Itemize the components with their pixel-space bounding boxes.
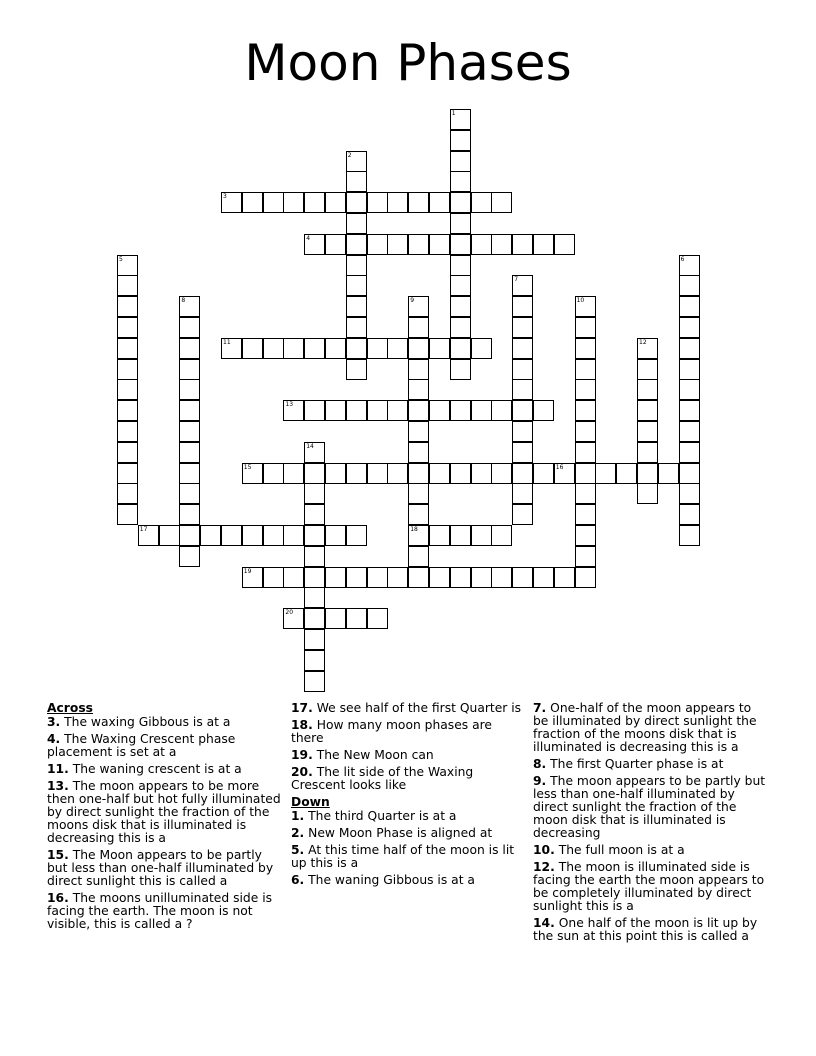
- grid-cell[interactable]: [512, 275, 533, 296]
- grid-cell[interactable]: [554, 463, 575, 484]
- grid-cell[interactable]: [263, 525, 284, 546]
- grid-cell[interactable]: [450, 567, 471, 588]
- grid-cell[interactable]: [575, 567, 596, 588]
- clue-down-6: 6. The waning Gibbous is at a: [291, 873, 475, 887]
- grid-cell[interactable]: [491, 525, 512, 546]
- grid-cell[interactable]: [679, 504, 700, 525]
- grid-cell[interactable]: [679, 483, 700, 504]
- grid-cell[interactable]: [346, 192, 367, 213]
- grid-cell[interactable]: [595, 463, 616, 484]
- grid-cell[interactable]: [679, 359, 700, 380]
- grid-cell[interactable]: [450, 234, 471, 255]
- grid-cell[interactable]: [117, 317, 138, 338]
- grid-cell[interactable]: [283, 400, 304, 421]
- grid-cell[interactable]: [408, 504, 429, 525]
- grid-cell[interactable]: [179, 379, 200, 400]
- grid-cell[interactable]: [346, 400, 367, 421]
- grid-clue-number: 5: [119, 255, 123, 263]
- grid-cell[interactable]: [325, 608, 346, 629]
- grid-cell[interactable]: [575, 483, 596, 504]
- grid-cell[interactable]: [242, 567, 263, 588]
- grid-cell[interactable]: [117, 400, 138, 421]
- grid-cell[interactable]: [179, 442, 200, 463]
- grid-cell[interactable]: [575, 400, 596, 421]
- down-heading: Down: [291, 795, 330, 809]
- grid-cell[interactable]: [575, 463, 596, 484]
- grid-cell[interactable]: [575, 504, 596, 525]
- grid-cell[interactable]: [346, 296, 367, 317]
- grid-cell[interactable]: [429, 400, 450, 421]
- grid-cell[interactable]: [346, 255, 367, 276]
- grid-cell[interactable]: [367, 400, 388, 421]
- grid-cell[interactable]: [263, 463, 284, 484]
- grid-cell[interactable]: [304, 483, 325, 504]
- grid-cell[interactable]: [325, 400, 346, 421]
- grid-cell[interactable]: [179, 296, 200, 317]
- grid-cell[interactable]: [367, 463, 388, 484]
- grid-cell[interactable]: [429, 567, 450, 588]
- grid-clue-number: 4: [306, 234, 311, 242]
- clue-down-1: 1. The third Quarter is at a: [291, 809, 457, 823]
- grid-cell[interactable]: [450, 213, 471, 234]
- grid-cell[interactable]: [575, 546, 596, 567]
- grid-cell[interactable]: [138, 525, 159, 546]
- grid-cell[interactable]: [575, 338, 596, 359]
- grid-cell[interactable]: [450, 296, 471, 317]
- grid-cell[interactable]: [450, 192, 471, 213]
- clue-across-15: 15. The Moon appears to be partly but less than one-half illuminated by direct sunlight this is called a: [47, 848, 274, 888]
- grid-cell[interactable]: [408, 234, 429, 255]
- grid-cell[interactable]: [346, 275, 367, 296]
- grid-clue-number: 20: [285, 609, 294, 617]
- clue-down-8: 8. The first Quarter phase is at: [533, 757, 724, 771]
- grid-cell[interactable]: [408, 567, 429, 588]
- grid-cell[interactable]: [679, 421, 700, 442]
- grid-cell[interactable]: [512, 400, 533, 421]
- grid-cell[interactable]: [450, 109, 471, 130]
- grid-cell[interactable]: [117, 442, 138, 463]
- grid-cell[interactable]: [325, 338, 346, 359]
- grid-cell[interactable]: [408, 379, 429, 400]
- grid-cell[interactable]: [429, 525, 450, 546]
- grid-cell[interactable]: [325, 463, 346, 484]
- grid-cell[interactable]: [679, 317, 700, 338]
- grid-cell[interactable]: [512, 359, 533, 380]
- grid-cell[interactable]: [450, 338, 471, 359]
- grid-cell[interactable]: [325, 567, 346, 588]
- grid-cell[interactable]: [450, 400, 471, 421]
- grid-cell[interactable]: [367, 608, 388, 629]
- grid-cell[interactable]: [575, 359, 596, 380]
- grid-cell[interactable]: [263, 192, 284, 213]
- grid-cell[interactable]: [429, 463, 450, 484]
- grid-cell[interactable]: [179, 400, 200, 421]
- grid-cell[interactable]: [491, 234, 512, 255]
- grid-cell[interactable]: [471, 338, 492, 359]
- grid-cell[interactable]: [304, 234, 325, 255]
- grid-cell[interactable]: [263, 567, 284, 588]
- across-heading: Across: [47, 701, 93, 715]
- grid-cell[interactable]: [304, 567, 325, 588]
- grid-cell[interactable]: [283, 567, 304, 588]
- grid-cell[interactable]: [533, 463, 554, 484]
- clue-column-3: [533, 702, 769, 947]
- grid-cell[interactable]: [679, 338, 700, 359]
- grid-cell[interactable]: [575, 442, 596, 463]
- grid-cell[interactable]: [637, 463, 658, 484]
- grid-clue-number: 11: [223, 338, 231, 346]
- grid-cell[interactable]: [491, 400, 512, 421]
- grid-cell[interactable]: [304, 671, 325, 692]
- grid-cell[interactable]: [429, 338, 450, 359]
- grid-cell[interactable]: [575, 525, 596, 546]
- grid-cell[interactable]: [408, 192, 429, 213]
- grid-cell[interactable]: [679, 442, 700, 463]
- grid-cell[interactable]: [637, 400, 658, 421]
- grid-cell[interactable]: [387, 400, 408, 421]
- grid-cell[interactable]: [575, 379, 596, 400]
- grid-cell[interactable]: [408, 421, 429, 442]
- grid-cell[interactable]: [117, 504, 138, 525]
- grid-cell[interactable]: [408, 463, 429, 484]
- grid-clue-number: 19: [243, 567, 252, 575]
- grid-cell[interactable]: [117, 421, 138, 442]
- grid-cell[interactable]: [179, 359, 200, 380]
- clue-across-16: 16. The moons unilluminated side is facing the earth. The moon is not visible, this is called a ?: [47, 891, 273, 931]
- grid-cell[interactable]: [450, 359, 471, 380]
- grid-cell[interactable]: [408, 546, 429, 567]
- grid-clue-number: 13: [285, 401, 294, 409]
- grid-cell[interactable]: [450, 463, 471, 484]
- grid-cell[interactable]: [512, 296, 533, 317]
- grid-cell[interactable]: [346, 359, 367, 380]
- grid-cell[interactable]: [679, 296, 700, 317]
- grid-cell[interactable]: [637, 483, 658, 504]
- clue-across-13: 13. The moon appears to be more then one-half but hot fully illuminated by direct sunlight the fraction of the moons disk that is illuminated is decreasing this is a: [47, 779, 281, 845]
- grid-cell[interactable]: [304, 587, 325, 608]
- grid-cell[interactable]: [179, 317, 200, 338]
- grid-cell[interactable]: [346, 317, 367, 338]
- grid-cell[interactable]: [346, 567, 367, 588]
- grid-cell[interactable]: [117, 275, 138, 296]
- grid-cell[interactable]: [491, 192, 512, 213]
- grid-cell[interactable]: [512, 442, 533, 463]
- grid-clue-number: 17: [139, 526, 148, 533]
- grid-clue-number: 1: [451, 110, 456, 117]
- grid-cell[interactable]: [304, 546, 325, 567]
- grid-cell[interactable]: [637, 359, 658, 380]
- grid-cell[interactable]: [283, 463, 304, 484]
- grid-cell[interactable]: [346, 234, 367, 255]
- grid-cell[interactable]: [179, 546, 200, 567]
- grid-cell[interactable]: [387, 463, 408, 484]
- grid-cell[interactable]: [346, 338, 367, 359]
- grid-cell[interactable]: [616, 463, 637, 484]
- clue-down-9: 9. The moon appears to be partly but less than one-half illuminated by direct sunlight the fraction of the moon disk that is illuminated is decreasing: [533, 774, 766, 840]
- clue-down-5: 5. At this time half of the moon is lit up this is a: [291, 843, 515, 870]
- grid-clue-number: 16: [555, 463, 564, 471]
- grid-cell[interactable]: [242, 192, 263, 213]
- grid-cell[interactable]: [117, 359, 138, 380]
- grid-cell[interactable]: [221, 338, 242, 359]
- grid-cell[interactable]: [117, 255, 138, 276]
- grid-cell[interactable]: [429, 192, 450, 213]
- grid-cell[interactable]: [679, 463, 700, 484]
- grid-clue-number: 7: [514, 276, 519, 284]
- grid-cell[interactable]: [325, 234, 346, 255]
- grid-cell[interactable]: [346, 525, 367, 546]
- grid-cell[interactable]: [512, 234, 533, 255]
- grid-cell[interactable]: [408, 359, 429, 380]
- grid-cell[interactable]: [367, 338, 388, 359]
- clue-down-14: 14. One half of the moon is lit up by the sun at this point this is called a: [533, 916, 758, 943]
- grid-cell[interactable]: [387, 338, 408, 359]
- grid-cell[interactable]: [408, 296, 429, 317]
- grid-cell[interactable]: [512, 317, 533, 338]
- grid-cell[interactable]: [533, 234, 554, 255]
- grid-cell[interactable]: [512, 379, 533, 400]
- grid-cell[interactable]: [200, 525, 221, 546]
- grid-cell[interactable]: [179, 338, 200, 359]
- grid-cell[interactable]: [179, 483, 200, 504]
- grid-cell[interactable]: [387, 567, 408, 588]
- grid-clue-number: 12: [639, 338, 647, 346]
- clue-across-3: 3. The waxing Gibbous is at a: [47, 715, 231, 729]
- grid-cell[interactable]: [367, 567, 388, 588]
- grid-cell[interactable]: [304, 192, 325, 213]
- grid-cell[interactable]: [450, 255, 471, 276]
- grid-cell[interactable]: [346, 171, 367, 192]
- grid-cell[interactable]: [533, 567, 554, 588]
- grid-cell[interactable]: [304, 463, 325, 484]
- grid-cell[interactable]: [512, 463, 533, 484]
- grid-cell[interactable]: [346, 213, 367, 234]
- grid-cell[interactable]: [387, 192, 408, 213]
- grid-cell[interactable]: [367, 192, 388, 213]
- grid-cell[interactable]: [575, 296, 596, 317]
- grid-cell[interactable]: [512, 338, 533, 359]
- grid-cell[interactable]: [554, 567, 575, 588]
- grid-cell[interactable]: [450, 275, 471, 296]
- grid-cell[interactable]: [450, 171, 471, 192]
- grid-cell[interactable]: [512, 483, 533, 504]
- grid-cell[interactable]: [408, 525, 429, 546]
- grid-cell[interactable]: [637, 338, 658, 359]
- grid-cell[interactable]: [304, 608, 325, 629]
- grid-cell[interactable]: [283, 525, 304, 546]
- grid-cell[interactable]: [679, 255, 700, 276]
- grid-cell[interactable]: [471, 525, 492, 546]
- grid-cell[interactable]: [179, 504, 200, 525]
- grid-cell[interactable]: [679, 379, 700, 400]
- grid-cell[interactable]: [679, 275, 700, 296]
- grid-cell[interactable]: [387, 234, 408, 255]
- grid-cell[interactable]: [263, 338, 284, 359]
- grid-cell[interactable]: [471, 192, 492, 213]
- clue-down-2: 2. New Moon Phase is aligned at: [291, 826, 493, 840]
- grid-cell[interactable]: [367, 234, 388, 255]
- clue-across-4: 4. The Waxing Crescent phase placement is set at a: [47, 732, 236, 759]
- grid-clue-number: 14: [306, 442, 314, 450]
- clue-across-17: 17. We see half of the first Quarter is: [291, 701, 522, 715]
- grid-cell[interactable]: [471, 567, 492, 588]
- clue-across-11: 11. The waning crescent is at a: [47, 762, 242, 776]
- grid-clue-number: 3: [223, 193, 227, 201]
- grid-cell[interactable]: [408, 442, 429, 463]
- grid-clue-number: 15: [243, 463, 252, 471]
- clue-across-20: 20. The lit side of the Waxing Crescent looks like: [291, 765, 474, 792]
- grid-clue-number: 8: [181, 297, 186, 305]
- grid-cell[interactable]: [242, 338, 263, 359]
- grid-clue-number: 9: [410, 297, 415, 305]
- grid-cell[interactable]: [575, 421, 596, 442]
- grid-cell[interactable]: [471, 234, 492, 255]
- grid-cell[interactable]: [658, 463, 679, 484]
- grid-cell[interactable]: [408, 483, 429, 504]
- grid-cell[interactable]: [159, 525, 180, 546]
- grid-clue-number: 18: [410, 526, 418, 533]
- grid-cell[interactable]: [637, 379, 658, 400]
- grid-cell[interactable]: [242, 525, 263, 546]
- grid-cell[interactable]: [408, 338, 429, 359]
- grid-cell[interactable]: [512, 567, 533, 588]
- grid-cell[interactable]: [346, 151, 367, 172]
- grid-cell[interactable]: [117, 483, 138, 504]
- grid-cell[interactable]: [491, 567, 512, 588]
- grid-cell[interactable]: [325, 525, 346, 546]
- grid-cell[interactable]: [242, 463, 263, 484]
- grid-cell[interactable]: [304, 629, 325, 650]
- grid-cell[interactable]: [408, 400, 429, 421]
- grid-cell[interactable]: [450, 151, 471, 172]
- grid-cell[interactable]: [346, 463, 367, 484]
- grid-cell[interactable]: [533, 400, 554, 421]
- page-title: Moon Phases: [244, 34, 572, 92]
- clue-column-2: [291, 702, 523, 891]
- clue-down-7: 7. One-half of the moon appears to be illuminated by direct sunlight the fraction of the moons disk that is illuminated is decreasing this is a: [533, 701, 757, 754]
- grid-cell[interactable]: [429, 234, 450, 255]
- grid-cell[interactable]: [450, 130, 471, 151]
- grid-cell[interactable]: [325, 192, 346, 213]
- clue-across-18: 18. How many moon phases are there: [291, 718, 492, 745]
- grid-cell[interactable]: [346, 608, 367, 629]
- grid-cell[interactable]: [304, 442, 325, 463]
- grid-clue-number: 2: [347, 151, 352, 159]
- grid-cell[interactable]: [179, 525, 200, 546]
- grid-cell[interactable]: [679, 400, 700, 421]
- grid-cell[interactable]: [408, 317, 429, 338]
- clue-down-12: 12. The moon is illuminated side is facing the earth the moon appears to be completely illuminated by direct sunlight this is a: [533, 860, 765, 913]
- grid-cell[interactable]: [304, 504, 325, 525]
- grid-cell[interactable]: [221, 525, 242, 546]
- grid-cell[interactable]: [304, 338, 325, 359]
- grid-cell[interactable]: [471, 400, 492, 421]
- grid-cell[interactable]: [637, 421, 658, 442]
- grid-cell[interactable]: [283, 192, 304, 213]
- grid-cell[interactable]: [283, 338, 304, 359]
- grid-cell[interactable]: [450, 317, 471, 338]
- grid-cell[interactable]: [512, 421, 533, 442]
- grid-cell[interactable]: [221, 192, 242, 213]
- grid-cell[interactable]: [117, 296, 138, 317]
- grid-clue-number: 10: [576, 297, 585, 305]
- grid-cell[interactable]: [450, 525, 471, 546]
- grid-cell[interactable]: [679, 525, 700, 546]
- grid-cell[interactable]: [637, 442, 658, 463]
- grid-cell[interactable]: [491, 463, 512, 484]
- grid-cell[interactable]: [179, 421, 200, 442]
- grid-clue-number: 6: [680, 255, 685, 263]
- grid-cell[interactable]: [304, 650, 325, 671]
- grid-cell[interactable]: [512, 504, 533, 525]
- clue-down-10: 10. The full moon is at a: [533, 843, 685, 857]
- clue-column-1: [47, 702, 283, 935]
- grid-cell[interactable]: [283, 608, 304, 629]
- grid-cell[interactable]: [471, 463, 492, 484]
- clue-across-19: 19. The New Moon can: [291, 748, 434, 762]
- grid-cell[interactable]: [179, 463, 200, 484]
- grid-cell[interactable]: [117, 338, 138, 359]
- grid-cell[interactable]: [554, 234, 575, 255]
- grid-cell[interactable]: [575, 317, 596, 338]
- grid-cell[interactable]: [117, 379, 138, 400]
- grid-cell[interactable]: [117, 463, 138, 484]
- grid-cell[interactable]: [304, 525, 325, 546]
- grid-cell[interactable]: [304, 400, 325, 421]
